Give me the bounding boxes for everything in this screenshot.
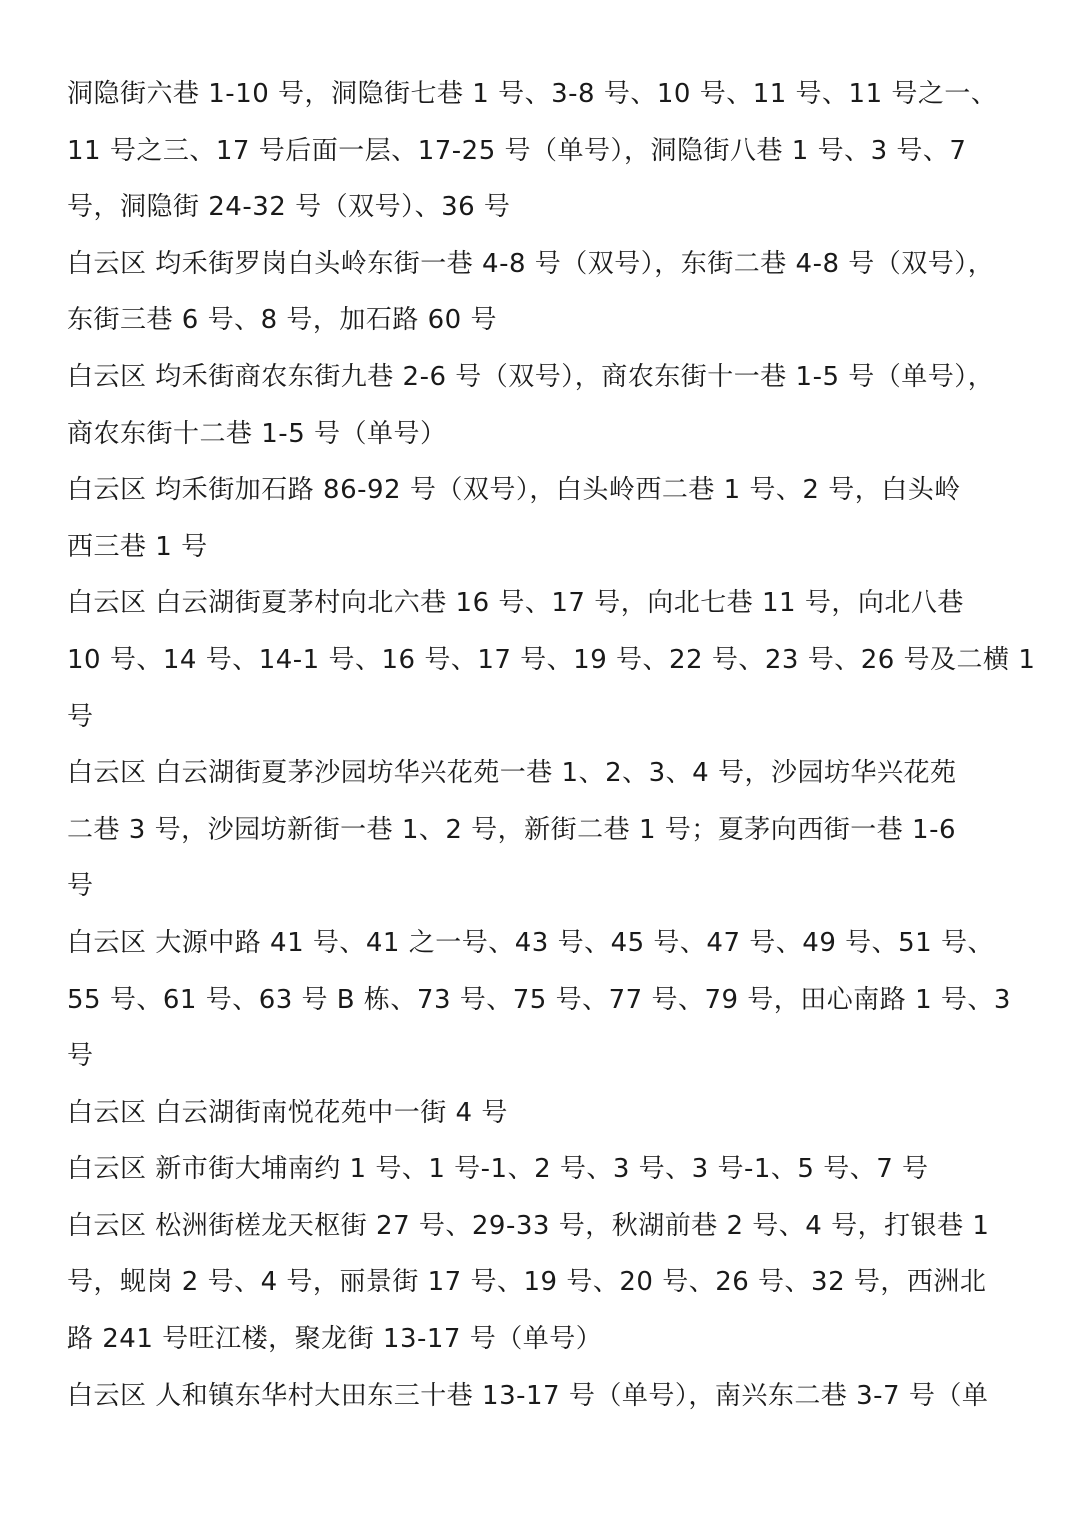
text-line: 白云区 白云湖街南悦花苑中一街 4 号 [67,1097,508,1128]
address-paragraph [67,1141,1017,1198]
address-paragraph [67,1368,1017,1425]
text-line: 西三巷 1 号 [67,531,208,562]
address-document [67,66,1036,1424]
address-paragraph [67,915,1017,1085]
address-paragraph [67,745,1017,915]
text-line: 路 241 号旺江楼，聚龙街 13-17 号（单号） [67,1324,603,1355]
address-paragraph [67,236,1017,349]
text-line: 白云区 均禾街商农东街九巷 2-6 号（双号），商农东街十一巷 1-5 号（单号）， [67,361,995,392]
text-line: 二巷 3 号，沙园坊新街一巷 1、2 号，新街二巷 1 号；夏茅向西街一巷 1-6 [67,814,956,845]
text-line: 号，洞隐街 24-32 号（双号）、36 号 [67,192,511,223]
text-line: 白云区 人和镇东华村大田东三十巷 13-17 号（单号），南兴东二巷 3-7 号（单 [67,1380,989,1411]
text-line: 商农东街十二巷 1-5 号（单号） [67,418,447,449]
text-line: 号 [67,701,94,732]
text-line: 东街三巷 6 号、8 号，加石路 60 号 [67,305,497,336]
text-line: 白云区 均禾街罗岗白头岭东街一巷 4-8 号（双号），东街二巷 4-8 号（双号）， [67,248,995,279]
text-line: 号 [67,871,94,902]
text-line: 白云区 新市街大埔南约 1 号、1 号-1、2 号、3 号、3 号-1、5 号、7 号 [67,1154,929,1185]
text-line: 11 号之三、17 号后面一层、17-25 号（单号），洞隐街八巷 1 号、3 号、7 [67,135,967,166]
text-line: 号 [67,1041,94,1072]
text-line: 洞隐街六巷 1-10 号，洞隐街七巷 1 号、3-8 号、10 号、11 号、11 号之一、 [67,79,998,109]
text-line: 白云区 白云湖街夏茅村向北六巷 16 号、17 号，向北七巷 11 号，向北八巷 [67,588,964,619]
text-line: 白云区 大源中路 41 号、41 之一号、43 号、45 号、47 号、49 号、51 号、 [67,927,994,958]
address-paragraph [67,349,1017,462]
text-line: 白云区 均禾街加石路 86-92 号（双号），白头岭西二巷 1 号、2 号，白头岭 [67,475,961,506]
address-paragraph [67,575,1036,745]
address-paragraph [67,1085,1017,1142]
address-paragraph [67,66,1017,236]
address-paragraph [67,462,1017,575]
text-line: 白云区 松洲街槎龙天枢街 27 号、29-33 号，秋湖前巷 2 号、4 号，打银巷 1 [67,1210,990,1241]
text-line: 号，蚬岗 2 号、4 号，丽景街 17 号、19 号、20 号、26 号、32 号，西洲北 [67,1267,987,1298]
text-line: 55 号、61 号、63 号 B 栋、73 号、75 号、77 号、79 号，田心南路 1 号、3 [67,984,1011,1015]
text-line: 白云区 白云湖街夏茅沙园坊华兴花苑一巷 1、2、3、4 号，沙园坊华兴花苑 [67,758,957,789]
address-paragraph [67,1198,1017,1368]
text-line: 10 号、14 号、14-1 号、16 号、17 号、19 号、22 号、23 号、26 号及二横 1 [67,644,1036,675]
